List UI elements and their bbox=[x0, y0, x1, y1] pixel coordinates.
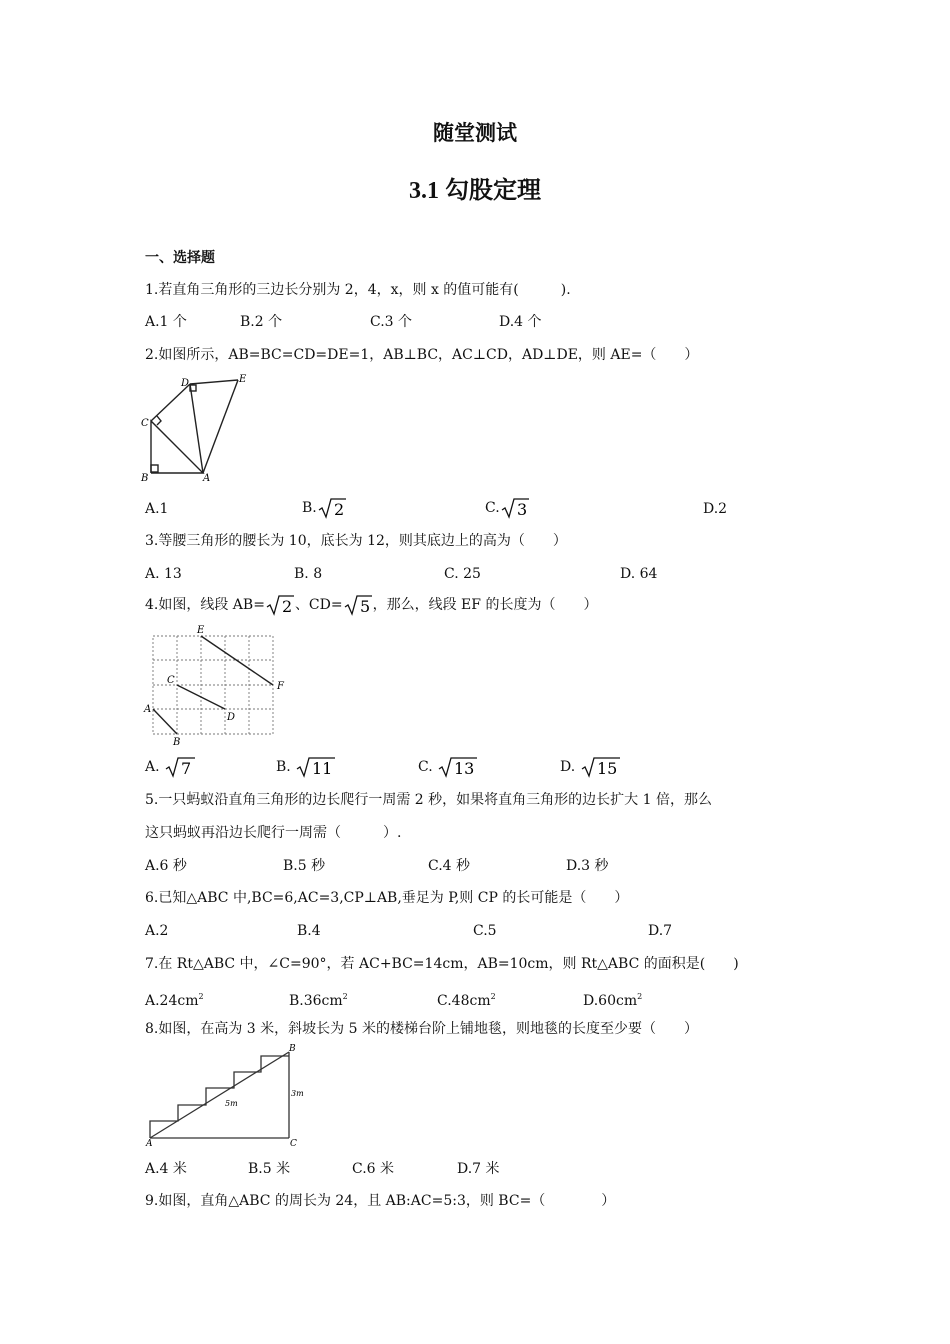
q4-option-b: B. 11 bbox=[276, 756, 337, 778]
q3-option-d: D. 64 bbox=[620, 566, 658, 582]
q7-option-b: $B.36cm^2$ bbox=[289, 992, 348, 1009]
sqrt-11-icon bbox=[295, 756, 337, 778]
q8-label-slope: 5m bbox=[225, 1099, 238, 1108]
q2-option-c: C. 3 bbox=[485, 497, 530, 519]
q5-option-d: D.3 秒 bbox=[566, 858, 609, 874]
q1-option-a: A.1 个 bbox=[145, 314, 187, 330]
question-6: 6.已知△ABC 中,BC=6,AC=3,CP⊥AB,垂足为 P,则 CP 的长可能是（ ） bbox=[145, 890, 629, 906]
question-9: 9.如图，直角△ABC 的周长为 24，且 AB:AC=5:3，则 BC=（ ） bbox=[145, 1193, 616, 1209]
q2-label-d: D bbox=[181, 378, 190, 389]
q3-option-c: C. 25 bbox=[444, 566, 481, 582]
svg-text:7: 7 bbox=[181, 759, 192, 778]
sqrt-3-icon bbox=[500, 497, 530, 519]
q4-grid-figure bbox=[140, 624, 295, 749]
q6-option-d: D.7 bbox=[648, 923, 673, 939]
q2-label-a: A bbox=[203, 473, 211, 484]
q6-option-b: B.4 bbox=[297, 923, 321, 939]
q8-label-height: 3m bbox=[291, 1089, 304, 1098]
question-7: 7.在 Rt△ABC 中，∠C=90°，若 AC+BC=14cm，AB=10cm，则 Rt△ABC 的面积是( ) bbox=[145, 956, 739, 972]
q7-option-c: $C.48cm^2$ bbox=[437, 992, 496, 1009]
q6-option-a: A.2 bbox=[145, 923, 169, 939]
q4-label-d: D bbox=[227, 712, 236, 723]
q5-option-c: C.4 秒 bbox=[428, 858, 471, 874]
svg-text:5: 5 bbox=[359, 597, 370, 616]
q8-option-b: B.5 米 bbox=[248, 1161, 291, 1177]
q8-option-c: C.6 米 bbox=[352, 1161, 395, 1177]
q3-option-a: A. 13 bbox=[145, 566, 182, 582]
q8-label-c: C bbox=[290, 1139, 297, 1149]
q6-option-c: C.5 bbox=[473, 923, 497, 939]
svg-text:11: 11 bbox=[312, 759, 333, 778]
sqrt-2-icon bbox=[317, 497, 347, 519]
svg-text:3: 3 bbox=[516, 500, 527, 519]
q5-option-b: B.5 秒 bbox=[283, 858, 326, 874]
question-2: 2.如图所示，AB=BC=CD=DE=1，AB⊥BC，AC⊥CD，AD⊥DE，则 AE=（ ） bbox=[145, 347, 699, 363]
sqrt-7-icon bbox=[164, 756, 196, 778]
q2-figure bbox=[140, 370, 260, 490]
q4-option-a: A. 7 bbox=[145, 756, 196, 778]
svg-text:13: 13 bbox=[454, 759, 475, 778]
sqrt-2-icon bbox=[265, 594, 295, 616]
q4-option-c: C. 13 bbox=[418, 756, 479, 778]
sqrt-15-icon bbox=[580, 756, 622, 778]
q5-option-a: A.6 秒 bbox=[145, 858, 187, 874]
q8-stairs-figure bbox=[143, 1044, 308, 1149]
sqrt-13-icon bbox=[437, 756, 479, 778]
q7-option-d: $D.60cm^2$ bbox=[583, 992, 643, 1009]
q2-option-d: D.2 bbox=[703, 501, 728, 517]
q4-label-b: B bbox=[173, 737, 181, 748]
q1-option-c: C.3 个 bbox=[370, 314, 413, 330]
section-heading: 一、选择题 bbox=[145, 250, 215, 266]
q1-option-b: B.2 个 bbox=[240, 314, 283, 330]
svg-text:15: 15 bbox=[596, 759, 617, 778]
question-1: 1.若直角三角形的三边长分别为 2，4，x，则 x 的值可能有( ). bbox=[145, 282, 571, 298]
q2-option-b: B. 2 bbox=[302, 497, 347, 519]
q8-option-a: A.4 米 bbox=[145, 1161, 187, 1177]
q8-label-b: B bbox=[289, 1044, 296, 1054]
question-3: 3.等腰三角形的腰长为 10，底长为 12，则其底边上的高为（ ） bbox=[145, 533, 567, 549]
q4-label-e: E bbox=[197, 625, 205, 636]
question-5-line-2: 这只蚂蚁再沿边长爬行一周需（ ）. bbox=[145, 825, 402, 841]
q4-option-d: D. 15 bbox=[560, 756, 622, 778]
q3-option-b: B. 8 bbox=[294, 566, 323, 582]
sqrt-5-icon bbox=[343, 594, 373, 616]
q2-label-e: E bbox=[239, 374, 247, 385]
page-title: 随堂测试 bbox=[433, 121, 517, 145]
svg-text:2: 2 bbox=[333, 500, 344, 519]
q7-option-a: $A.24cm^2$ bbox=[145, 992, 204, 1009]
q1-option-d: D.4 个 bbox=[499, 314, 542, 330]
question-8: 8.如图，在高为 3 米，斜坡长为 5 米的楼梯台阶上铺地毯，则地毯的长度至少要（ ） bbox=[145, 1021, 698, 1037]
q8-label-a: A bbox=[146, 1139, 153, 1149]
question-4: 4.如图，线段 AB= 2 、CD= 5 ，那么，线段 EF 的长度为（ ） bbox=[145, 594, 597, 616]
q2-option-a: A.1 bbox=[145, 501, 169, 517]
q4-label-f: F bbox=[277, 681, 284, 692]
q2-label-c: C bbox=[141, 418, 149, 429]
q4-label-a: A bbox=[144, 704, 152, 715]
q8-option-d: D.7 米 bbox=[457, 1161, 500, 1177]
svg-text:2: 2 bbox=[281, 597, 293, 616]
q4-label-c: C bbox=[167, 675, 175, 686]
question-5-line-1: 5.一只蚂蚁沿直角三角形的边长爬行一周需 2 秒，如果将直角三角形的边长扩大 1 倍，那么 bbox=[145, 792, 712, 808]
page-subtitle: 3.1 勾股定理 bbox=[409, 178, 541, 204]
q2-label-b: B bbox=[141, 473, 149, 484]
